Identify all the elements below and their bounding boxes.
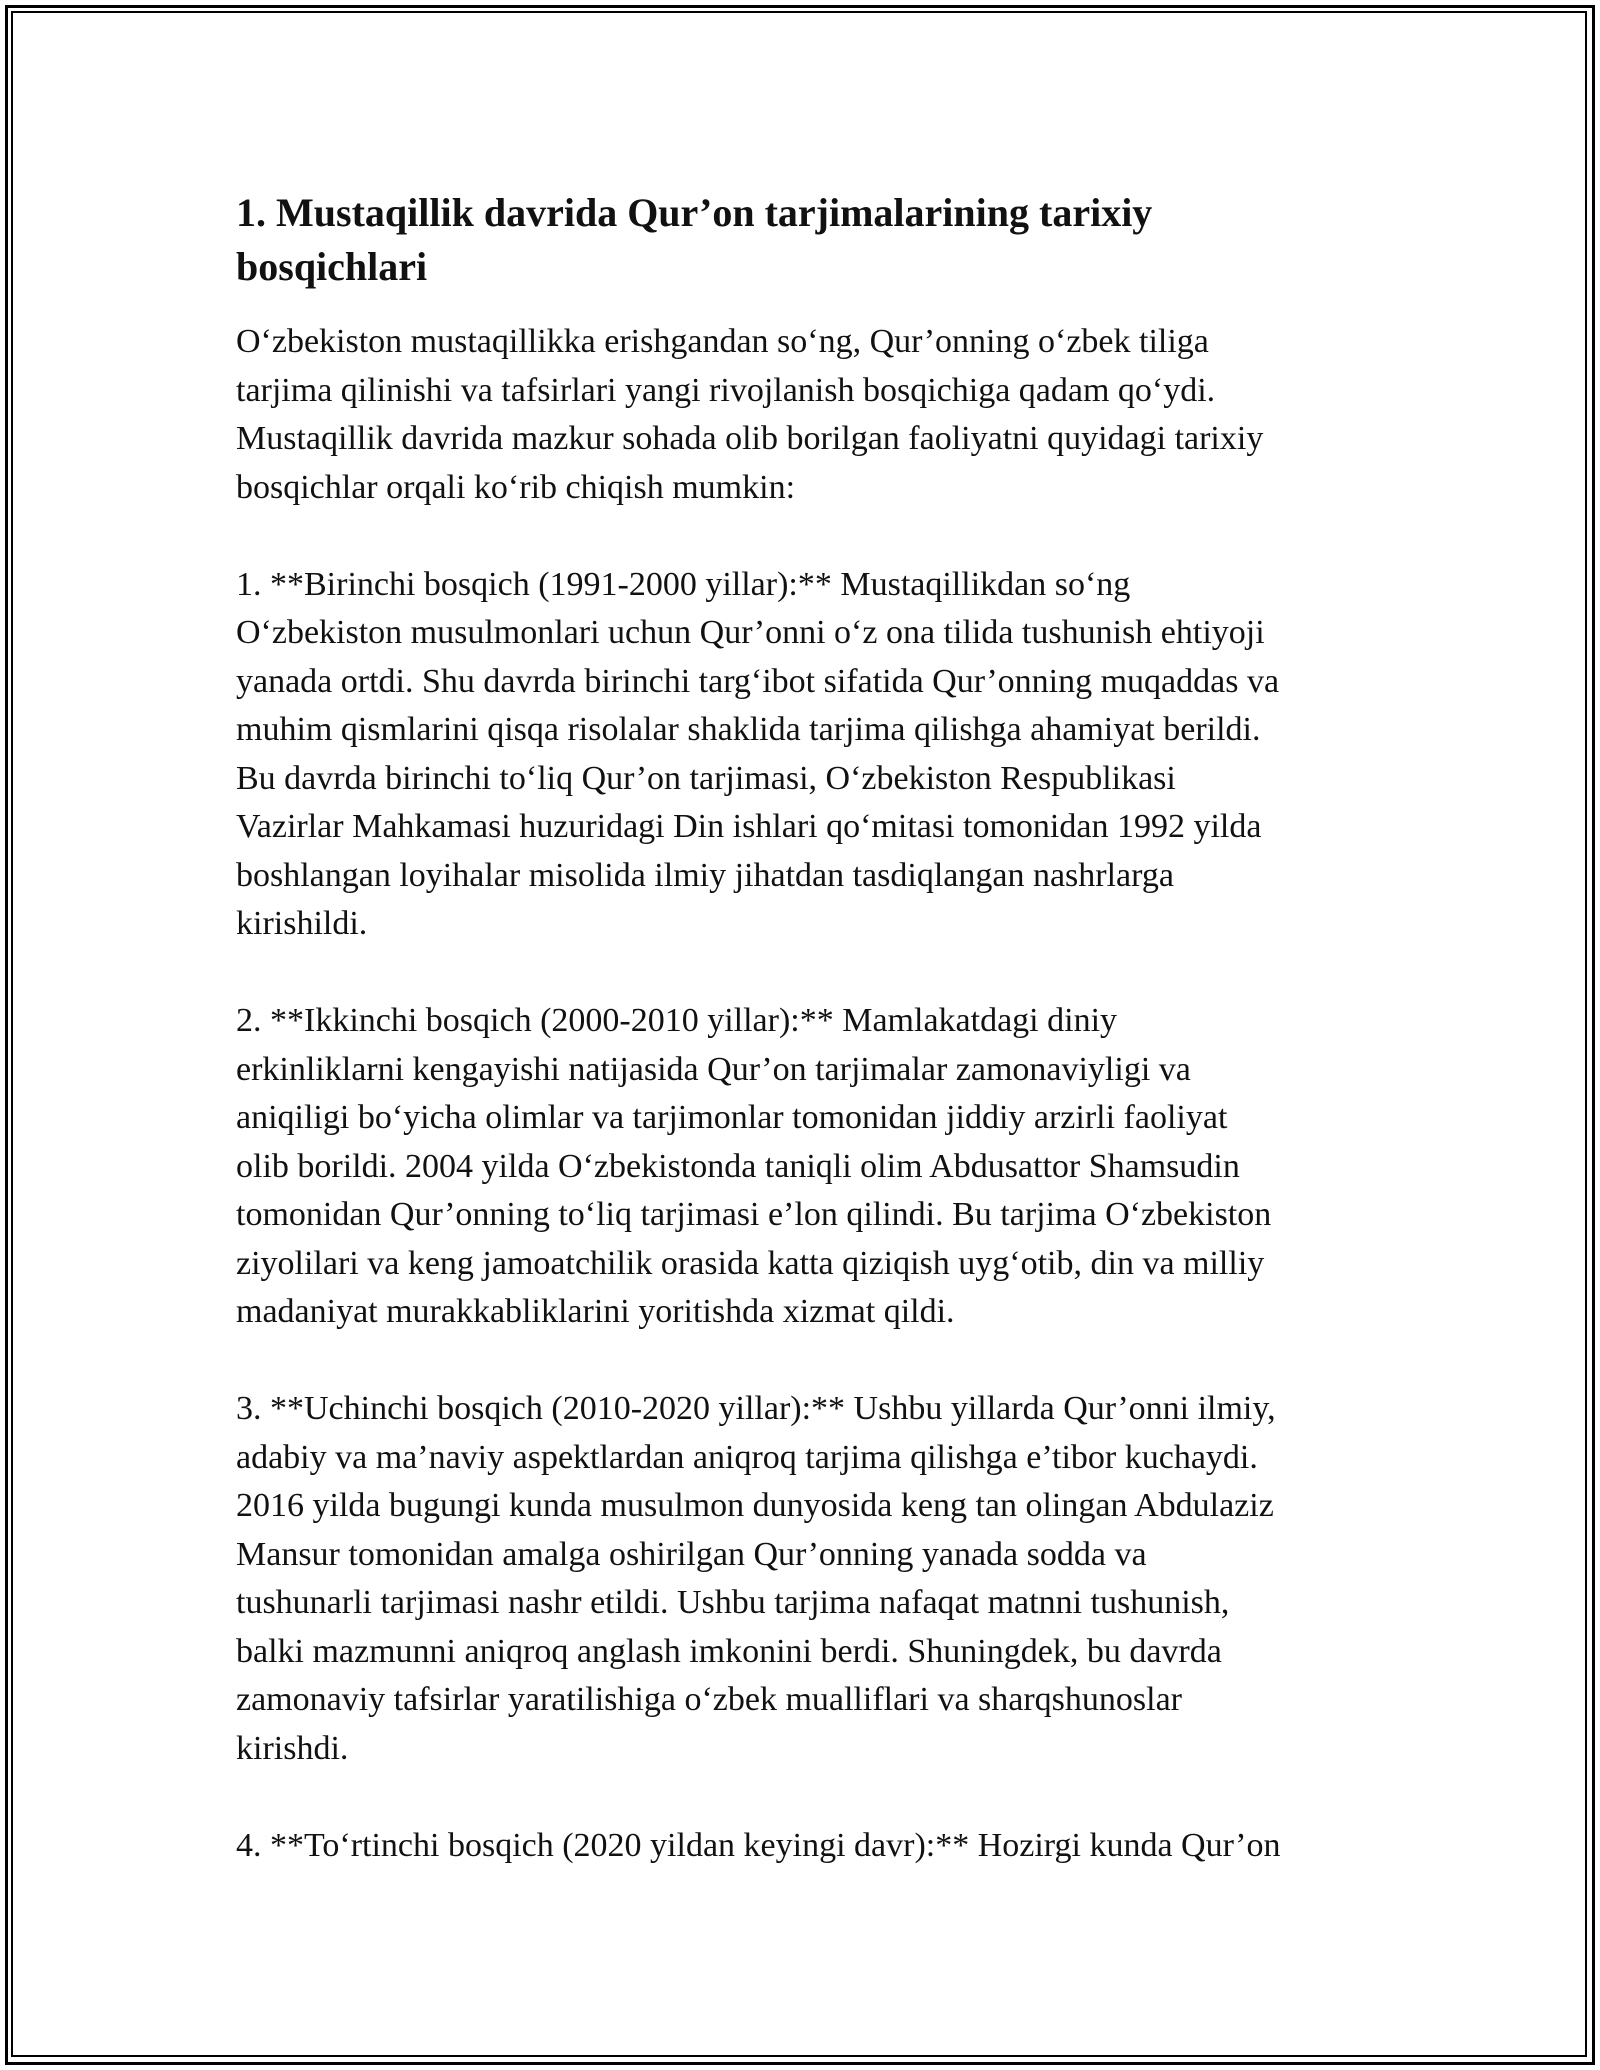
stage-4-paragraph: 4. **To‘rtinchi bosqich (2020 yildan keyingi davr):** Hozirgi kunda Qur’on — [236, 1826, 1281, 1864]
stage-1-paragraph: 1. **Birinchi bosqich (1991-2000 yillar):** Mustaqillikdan so‘ng O‘zbekiston musulmonlari uchun Qur’onni o‘z ona tilida tushunish ehtiyoji yanada ortdi. Shu davrda birinchi targ‘ibot sifatida Qur’onning muqaddas va muhim qismlarini qisqa risolalar shaklida tarjima qilishga ahamiyat berildi. Bu davrda birinchi to‘liq Qur’on tarjimasi, O‘zbekiston Respublikasi Vazirlar Mahkamasi huzuridagi Din ishlari qo‘mitasi tomonidan 1992 yilda boshlangan loyihalar misolida ilmiy jihatdan tasdiqlangan nashrlarga kirishildi. — [236, 565, 1280, 942]
intro-paragraph: O‘zbekiston mustaqillikka erishgandan so‘ng, Qur’onning o‘zbek tiliga tarjima qilinishi va tafsirlari yangi rivojlanish bosqichiga qadam qo‘ydi. Mustaqillik davrida mazkur sohada olib borilgan faoliyatni quyidagi tarixiy bosqichlar orqali ko‘rib chiqish mumkin: — [236, 323, 1264, 506]
stage-2-paragraph: 2. **Ikkinchi bosqich (2000-2010 yillar):** Mamlakatdagi diniy erkinliklarni kengayishi natijasida Qur’on tarjimalar zamonaviyligi va aniqiligi bo‘yicha olimlar va tarjimonlar tomonidan jiddiy arzirli faoliyat olib borildi. 2004 yilda O‘zbekistonda taniqli olim Abdusattor Shamsudin tomonidan Qur’onning to‘liq tarjimasi e’lon qilindi. Bu tarjima O‘zbekiston ziyolilari va keng jamoatchilik orasida katta qiziqish uyg‘otib, din va milliy madaniyat murakkabliklarini yoritishda xizmat qildi. — [236, 1002, 1272, 1330]
stage-3-paragraph: 3. **Uchinchi bosqich (2010-2020 yillar):** Ushbu yillarda Qur’onni ilmiy, adabiy va ma’naviy aspektlardan aniqroq tarjima qilishga e’tibor kuchaydi. 2016 yilda bugungi kunda musulmon dunyosida keng tan olingan Abdulaziz Mansur tomonidan amalga oshirilgan Qur’onning yanada sodda va tushunarli tarjimasi nashr etildi. Ushbu tarjima nafaqat matnni tushunish, balki mazmunni aniqroq anglash imkonini berdi. Shuningdek, bu davrda zamonaviy tafsirlar yaratilishiga o‘zbek mualliflari va sharqshunoslar kirishdi. — [236, 1390, 1276, 1767]
section-title: 1. Mustaqillik davrida Qur’on tarjimalarining tarixiy bosqichlari — [236, 190, 1153, 289]
document-body — [236, 186, 1386, 1919]
